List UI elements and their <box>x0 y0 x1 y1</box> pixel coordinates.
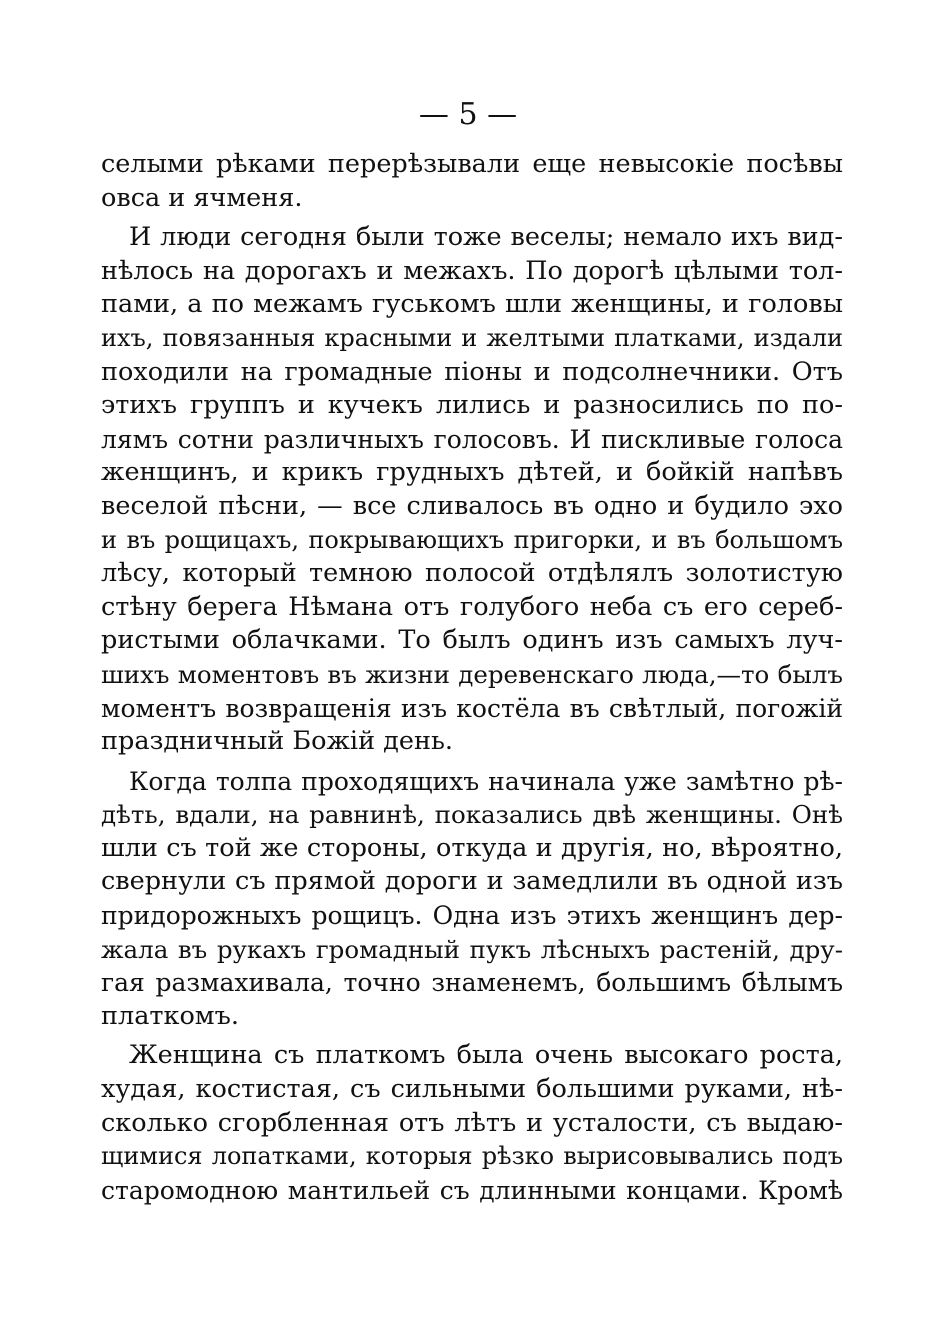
text-line: лѣсу, который темною полосой отдѣлялъ золотистую <box>101 558 843 589</box>
text-line: нѣлось на дорогахъ и межахъ. По дорогѣ цѣлыми тол- <box>101 255 843 286</box>
page-number: — 5 — <box>418 97 518 132</box>
text-line: ристыми облачками. То былъ одинъ изъ самыхъ луч- <box>101 625 843 656</box>
text-line: ихъ, повязанныя красными и желтыми платками, издали <box>101 323 843 352</box>
text-line: моментъ возвращенія изъ костёла въ свѣтлый, погожій <box>101 693 843 723</box>
text-line: дѣть, вдали, на равнинѣ, показались двѣ женщины. Онѣ <box>101 800 843 830</box>
text-line: походили на громадные піоны и подсолнечники. Отъ <box>101 356 843 387</box>
text-line: Женщина съ платкомъ была очень высокаго роста, <box>129 1040 843 1071</box>
text-line: худая, костистая, съ сильными большими руками, нѣ- <box>101 1074 843 1105</box>
text-line: Когда толпа проходящихъ начинала уже замѣтно рѣ- <box>129 766 843 796</box>
text-line: щимися лопатками, которыя рѣзко вырисовывались подъ <box>101 1142 843 1171</box>
text-line: гая размахивала, точно знаменемъ, большимъ бѣлымъ <box>101 968 843 998</box>
text-line: этихъ группъ и кучекъ лились и разносились по по- <box>101 390 843 421</box>
text-line: лямъ сотни различныхъ голосовъ. И пискливые голоса <box>101 424 843 454</box>
text-line: свернули съ прямой дороги и замедлили въ одной изъ <box>101 866 843 897</box>
paragraph <box>101 765 843 1034</box>
text-line: женщинъ, и крикъ грудныхъ дѣтей, и бойкій напѣвъ <box>101 457 843 488</box>
text-line: шли съ той же стороны, откуда и другія, но, вѣроятно, <box>101 832 843 863</box>
paragraph <box>101 221 843 759</box>
text-line: и въ рощицахъ, покрывающихъ пригорки, и въ большомъ <box>101 525 843 554</box>
text-line: шихъ моментовъ въ жизни деревенскаго люда,—то былъ <box>101 659 843 689</box>
text-line: пами, а по межамъ гуськомъ шли женщины, и головы <box>101 289 843 320</box>
text-line: веселой пѣсни, — все сливалось въ одно и будило эхо <box>101 490 843 521</box>
text-line: праздничный Божій день. <box>101 726 453 757</box>
text-line: старомодною мантильей съ длинными концами. Кромѣ <box>101 1175 843 1205</box>
text-line: стѣну берега Нѣмана отъ голубого неба съ его сереб- <box>101 591 843 622</box>
text-line: придорожныхъ рощицъ. Одна изъ этихъ женщинъ дер- <box>101 901 843 931</box>
text-line: жала въ рукахъ громадный пукъ лѣсныхъ растеній, дру- <box>101 934 843 964</box>
body-text <box>101 148 843 1207</box>
paragraph <box>101 1039 843 1207</box>
paragraph <box>101 148 843 215</box>
text-line: сколько сгорбленная отъ лѣтъ и усталости, съ выдаю- <box>101 1107 843 1138</box>
text-line: селыми рѣками перерѣзывали еще невысокіе посѣвы <box>101 149 843 179</box>
text-line: овса и ячменя. <box>101 182 303 213</box>
text-line: платкомъ. <box>101 1000 239 1031</box>
text-line: И люди сегодня были тоже веселы; немало ихъ вид- <box>129 222 843 253</box>
